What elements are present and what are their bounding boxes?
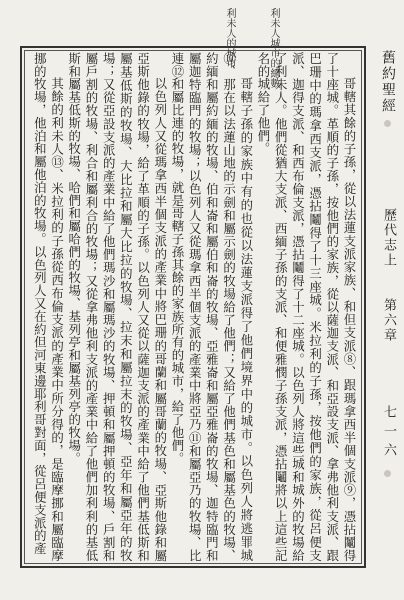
book-name: 歷代志上 [381,208,396,268]
body-text [28,52,358,562]
margin-note-levite-cities: 利未人的城市 [224,8,235,68]
margin-note-cities-total: 利未人城市的總數 [268,8,279,88]
running-header [368,50,398,590]
paragraph: 其餘的利未人⑬、米拉利的子孫從西布倫支派的產業中所分得的，是臨摩挪和屬臨摩挪的牧場，他泊和屬他泊的牧場。以色列人又在約但河東邊耶利哥對面，從呂便支派的產 [32,52,65,562]
faded-stamp [112,10,202,38]
book-title: 舊約聖經 [380,50,396,114]
paragraph: 哥轄其餘的子孫，從以法蓮支派家族、和但支派⑧、跟瑪拿西半個支派⑨，憑拈鬮得了十座城。革順的子孫，按他們的家族，從以薩迦支派、和亞設支派、拿弗他利支派、跟巴珊中的瑪拿西支派，憑拈鬮得了十三座城。米拉利的子孫，按他們的家族，從呂便支派、迦得支派、和西布倫支派，憑拈鬮得了十二座城。以色列人將這些城和城外的牧場給了利未人。他們從猶大支派、西緬子孫的支派、和便雅憫子孫支派，憑拈鬮將以上這些記名的城給了他們。 [255,52,357,562]
binding-hole [384,120,391,127]
paragraph: 以色列人又從瑪拿西半個支派的產業中將巴珊的哥蘭和屬哥蘭的牧場、亞斯他錄和屬亞斯他錄的牧場，給了革順的子孫。以色列人又從以薩迦支派的產業中給了他們基低斯和屬基低斯的牧場、大比拉和屬大比拉的牧場、拉末和屬拉末的牧場、亞年和屬亞年的牧場；又從亞設支派的產業中給了他們瑪沙和屬瑪沙的牧場、押頓和屬押頓的牧場、戶割和屬戶割的牧場、利合和屬利合的牧場；又從拿弗他利支派的產業中給了他們加利利的基低斯和屬基低斯的牧場、哈們和屬哈們的牧場、基列亭和屬基列亭的牧場。 [66,52,168,562]
text-frame [20,46,366,568]
binding-hole [384,470,391,477]
page-number: 七一六 [381,405,396,462]
chapter-number: 第六章 [381,298,396,343]
paragraph: 哥轄子孫的家族中有的也從以法蓮支派得了他們境界中的城市。以色列人將逃罪城⑩、那在以法蓮山地的示劍和屬示劍的牧場給了他們；又給了他們基色和屬基色的牧場、約緬和屬約緬的牧場、伯和崙和屬伯和崙的牧場、亞雅崙和屬亞雅崙的牧場、迦特臨門和屬迦特臨門的牧場；以色列人又從瑪拿西半個支派的產業中將亞乃⑪和屬亞乃的牧場、比連⑫和屬比連的牧場，就是哥轄子孫其餘的家族所有的城市，給了他們。 [169,52,254,562]
